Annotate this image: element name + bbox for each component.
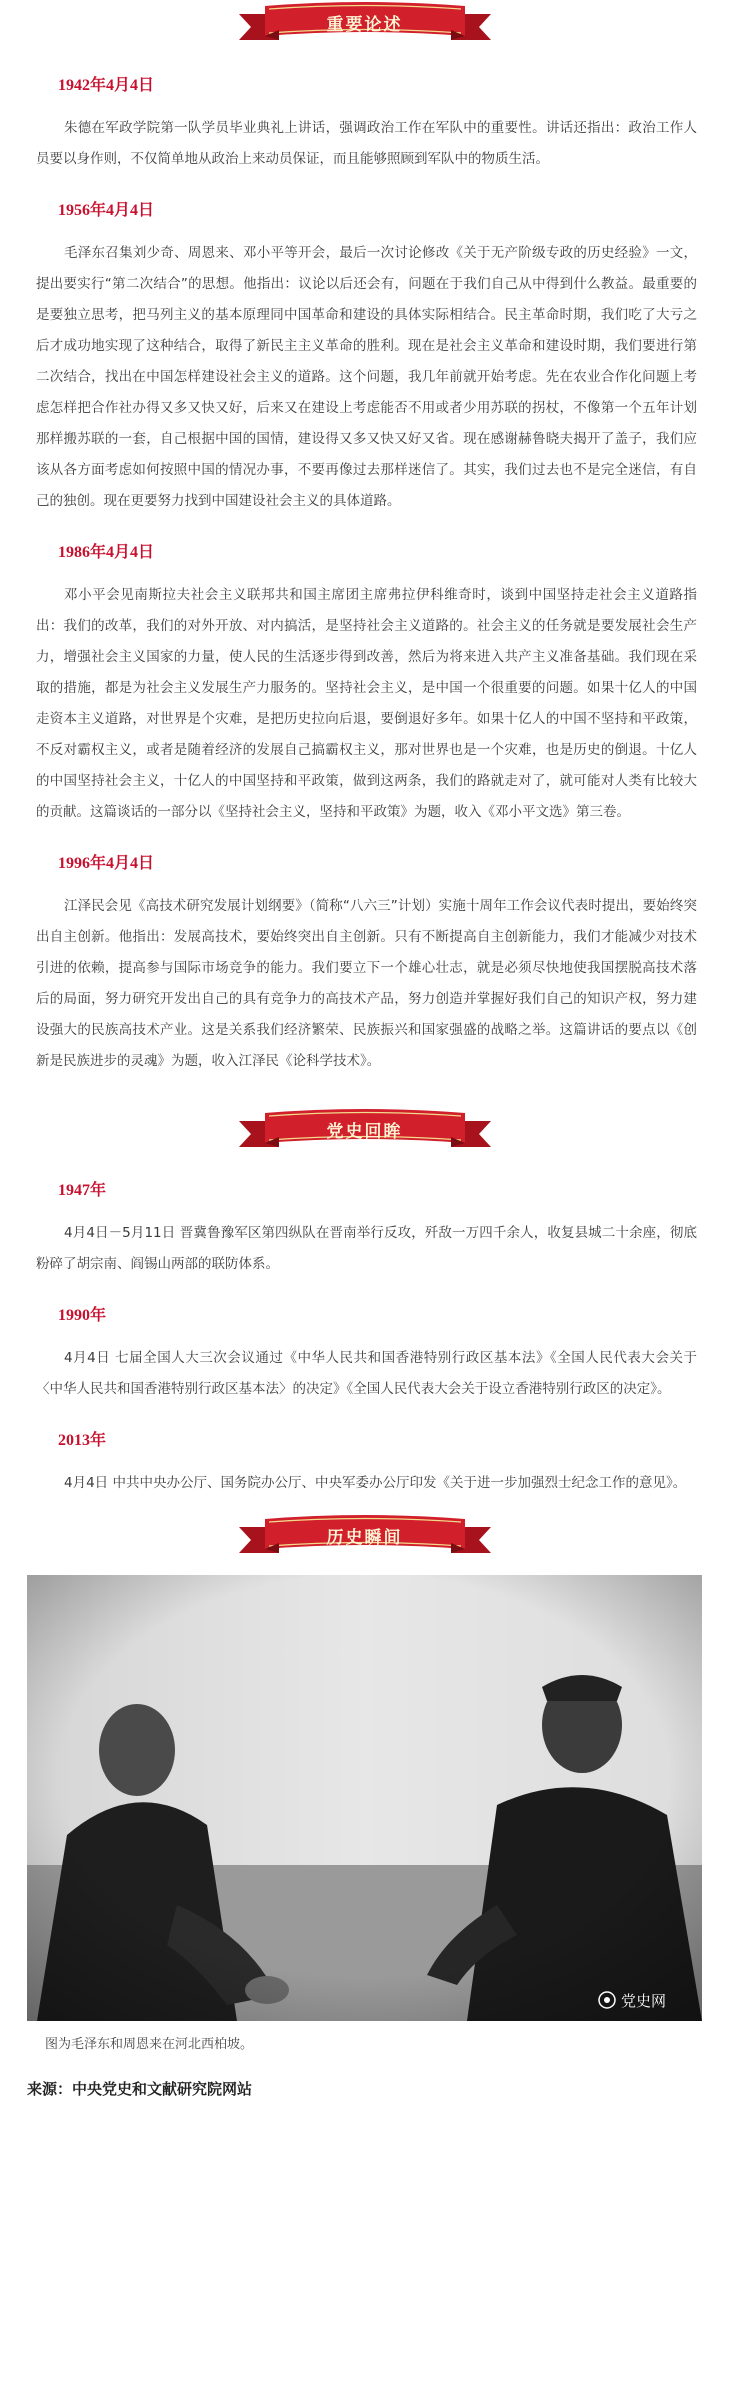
- section-banner-important-discourse: [0, 0, 729, 48]
- entry-date: 1956年4月4日: [58, 202, 155, 219]
- section-title: 历史瞬间: [326, 1527, 403, 1548]
- entry-date: 1996年4月4日: [58, 855, 155, 872]
- source-credit: 来源：中央党史和文献研究院网站: [27, 2080, 253, 2098]
- entry-text: 朱德在军政学院第一队学员毕业典礼上讲话，强调政治工作在军队中的重要性。讲话还指出：政治工作人员要以身作则，不仅简单地从政治上来动员保证，而且能够照顾到军队中的物质生活。: [36, 120, 697, 167]
- entry-text: 4月4日 七届全国人大三次会议通过《中华人民共和国香港特别行政区基本法》《全国人民代表大会关于〈中华人民共和国香港特别行政区基本法〉的决定》《全国人民代表大会关于设立香港特别行政区的决定》。: [36, 1350, 697, 1397]
- photo-caption: 图为毛泽东和周恩来在河北西柏坡。: [45, 2037, 254, 2052]
- section-title: 重要论述: [326, 14, 403, 35]
- photo-watermark: 党史网: [621, 1992, 667, 2010]
- entry-text: 毛泽东召集刘少奇、周恩来、邓小平等开会，最后一次讨论修改《关于无产阶级专政的历史经验》一文，提出要实行“第二次结合”的思想。他指出：议论以后还会有，问题在于我们自己从中得到什么教益。最重要的是要独立思考，把马列主义的基本原理同中国革命和建设的具体实际相结合。民主革命时期，我们吃了大亏之后才成功地实现了这种结合，取得了新民主主义革命的胜利。现在是社会主义革命和建设时期，我们要进行第二次结合，找出在中国怎样建设社会主义的道路。这个问题，我几年前就开始考虑。先在农业合作化问题上考虑怎样把合作社办得又多又快又好，后来又在建设上考虑能否不用或者少用苏联的拐杖，不像第一个五年计划那样搬苏联的一套，自己根据中国的国情，建设得又多又快又好又省。现在感谢赫鲁晓夫揭开了盖子，我们应该从各方面考虑如何按照中国的情况办事，不要再像过去那样迷信了。其实，我们过去也不是完全迷信，有自己的独创。现在更要努力找到中国建设社会主义的具体道路。: [36, 245, 697, 509]
- section-title: 党史回眸: [326, 1121, 403, 1142]
- section-banner-historical-moment: [0, 1513, 729, 1561]
- historical-photo: [27, 1575, 702, 2021]
- entry-text: 邓小平会见南斯拉夫社会主义联邦共和国主席团主席弗拉伊科维奇时，谈到中国坚持走社会主义道路指出：我们的改革，我们的对外开放、对内搞活，是坚持社会主义道路的。社会主义的任务就是要发展社会生产力，增强社会主义国家的力量，使人民的生活逐步得到改善，然后为将来进入共产主义准备基础。我们现在采取的措施，都是为社会主义发展生产力服务的。坚持社会主义，是中国一个很重要的问题。如果十亿人的中国走资本主义道路，对世界是个灾难，是把历史拉向后退，要倒退好多年。如果十亿人的中国不坚持和平政策，不反对霸权主义，或者是随着经济的发展自己搞霸权主义，那对世界也是一个灾难，也是历史的倒退。十亿人的中国坚持社会主义，十亿人的中国坚持和平政策，做到这两条，我们的路就走对了，就可能对人类有比较大的贡献。这篇谈话的一部分以《坚持社会主义，坚持和平政策》为题，收入《邓小平文选》第三卷。: [36, 587, 697, 820]
- section-content: [0, 1177, 729, 1499]
- entry-date: 1942年4月4日: [58, 77, 155, 94]
- photo-image: [27, 1575, 702, 2021]
- entry-text: 4月4日－5月11日 晋冀鲁豫军区第四纵队在晋南举行反攻，歼敌一万四千余人，收复县城二十余座，彻底粉碎了胡宗南、阎锡山两部的联防体系。: [36, 1225, 697, 1272]
- section-content: [0, 72, 729, 1077]
- entry-date: 2013年: [58, 1432, 107, 1449]
- entry-date: 1986年4月4日: [58, 544, 155, 561]
- entry-text: 4月4日 中共中央办公厅、国务院办公厅、中央军委办公厅印发《关于进一步加强烈士纪念工作的意见》。: [64, 1475, 687, 1491]
- entry-date: 1990年: [58, 1307, 107, 1324]
- section-banner-party-history-review: [0, 1107, 729, 1155]
- entry-date: 1947年: [58, 1182, 107, 1199]
- entry-text: 江泽民会见《高技术研究发展计划纲要》（简称“八六三”计划）实施十周年工作会议代表时提出，要始终突出自主创新。他指出：发展高技术，要始终突出自主创新。只有不断提高自主创新能力，我们才能减少对技术引进的依赖，提高参与国际市场竞争的能力。我们要立下一个雄心壮志，就是必须尽快地使我国摆脱高技术落后的局面，努力研究开发出自己的具有竞争力的高技术产品，努力创造并掌握好我们自己的知识产权，努力建设强大的民族高技术产业。这是关系我们经济繁荣、民族振兴和国家强盛的战略之举。这篇讲话的要点以《创新是民族进步的灵魂》为题，收入江泽民《论科学技术》。: [36, 898, 697, 1069]
